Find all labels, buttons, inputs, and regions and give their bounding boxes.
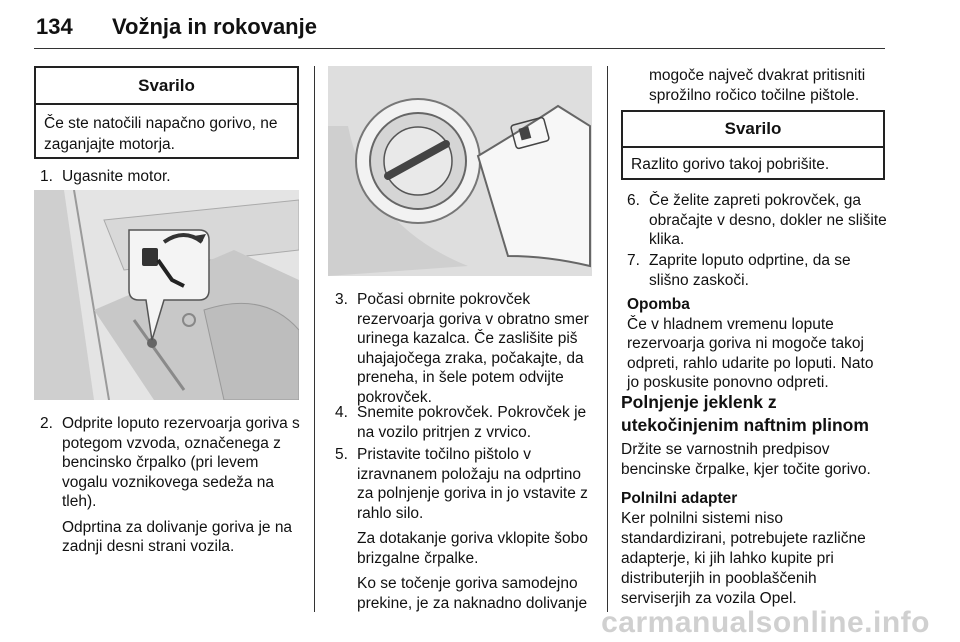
step-number: 6. bbox=[627, 192, 640, 209]
adapter-text: Ker polnilni sistemi niso standardizirani, potrebujete različne adapterje, ki jih lahko kupite pri distributerjih in pooblaščenih serviserjih za vozila Opel. bbox=[621, 510, 866, 607]
step-text: Snemite pokrovček. Pokrovček je na vozilo pritrjen z vrvico. bbox=[357, 404, 587, 441]
step-number: 1. bbox=[40, 168, 53, 185]
step-text: Zaprite loputo odprtine, da se slišno zaskoči. bbox=[649, 252, 851, 289]
column-divider-1 bbox=[314, 66, 315, 612]
fuel-cap-illustration bbox=[328, 66, 592, 276]
step-text: Počasi obrnite pokrovček rezervoarja goriva v obratno smer urinega kazalca. Če zaslišite piš uhajajočega zraka, počakajte, da preneha, in šele potem odvijte pokrovček. bbox=[357, 291, 589, 406]
step-para-3: Ko se točenje goriva samodejno prekine, je za naknadno dolivanje bbox=[357, 575, 588, 612]
continued-paragraph: mogoče največ dvakrat pritisniti sprožilno ročico točilne pištole. bbox=[649, 67, 866, 104]
step-1 bbox=[40, 167, 300, 187]
warning-title: Svarilo bbox=[36, 68, 297, 105]
page-number: 134 bbox=[36, 14, 73, 39]
section-text-lpg: Držite se varnostnih predpisov bencinske črpalke, kjer točite gorivo. bbox=[621, 441, 871, 478]
note-text: Če v hladnem vremenu lopute rezervoarja goriva ni mogoče takoj odpreti, rahlo udarite po loputi. Nato jo poskusite ponovno odpreti. bbox=[627, 315, 874, 391]
step-number: 3. bbox=[335, 291, 348, 308]
step-number: 5. bbox=[335, 446, 348, 463]
step-para-2: Za dotakanje goriva vklopite šobo brizgalne črpalke. bbox=[357, 530, 588, 567]
step-text: Odprite loputo rezervoarja goriva s potegom vzvoda, označenega z bencinsko črpalko (pri levem vogalu voznikovega sedeža na tleh). bbox=[62, 415, 300, 510]
step-number: 4. bbox=[335, 404, 348, 421]
warning-text: Razlito gorivo takoj pobrišite. bbox=[631, 156, 830, 173]
step-text: Pristavite točilno pištolo v izravnanem položaju na odprtino za polnjenje goriva in jo vstavite z rahlo silo. bbox=[357, 446, 588, 522]
step-number: 7. bbox=[627, 252, 640, 269]
step-2 bbox=[40, 414, 302, 557]
note-title: Opomba bbox=[627, 296, 690, 313]
step-4 bbox=[335, 403, 595, 442]
warning-title: Svarilo bbox=[623, 112, 883, 148]
adapter-block bbox=[621, 489, 889, 609]
page-title: Vožnja in rokovanje bbox=[112, 14, 317, 39]
section-title-lpg: Polnjenje jeklenk z utekočinjenim naftnim plinom bbox=[621, 392, 869, 435]
release-lever-illustration bbox=[34, 190, 299, 400]
continued-text bbox=[627, 66, 889, 105]
step-text: Ugasnite motor. bbox=[62, 168, 171, 185]
warning-box-spill bbox=[621, 110, 885, 180]
step-5 bbox=[335, 445, 595, 613]
step-text: Če želite zapreti pokrovček, ga obračajte v desno, dokler ne slišite klika. bbox=[649, 192, 887, 248]
step-number: 2. bbox=[40, 415, 53, 432]
step-6 bbox=[627, 191, 889, 250]
header-divider bbox=[34, 48, 885, 49]
step-note: Odprtina za dolivanje goriva je na zadnji desni strani vozila. bbox=[62, 518, 293, 555]
watermark: carmanualsonline.info bbox=[601, 606, 930, 639]
adapter-title: Polnilni adapter bbox=[621, 490, 738, 507]
step-3 bbox=[335, 290, 595, 407]
column-divider-2 bbox=[607, 66, 608, 612]
figure-fuel-cap bbox=[328, 66, 592, 276]
warning-box-fuel bbox=[34, 66, 299, 159]
warning-text: Če ste natočili napačno gorivo, ne zaganjajte motorja. bbox=[44, 115, 278, 153]
figure-release-lever bbox=[34, 190, 299, 400]
note-block bbox=[627, 295, 889, 393]
step-7 bbox=[627, 251, 889, 290]
